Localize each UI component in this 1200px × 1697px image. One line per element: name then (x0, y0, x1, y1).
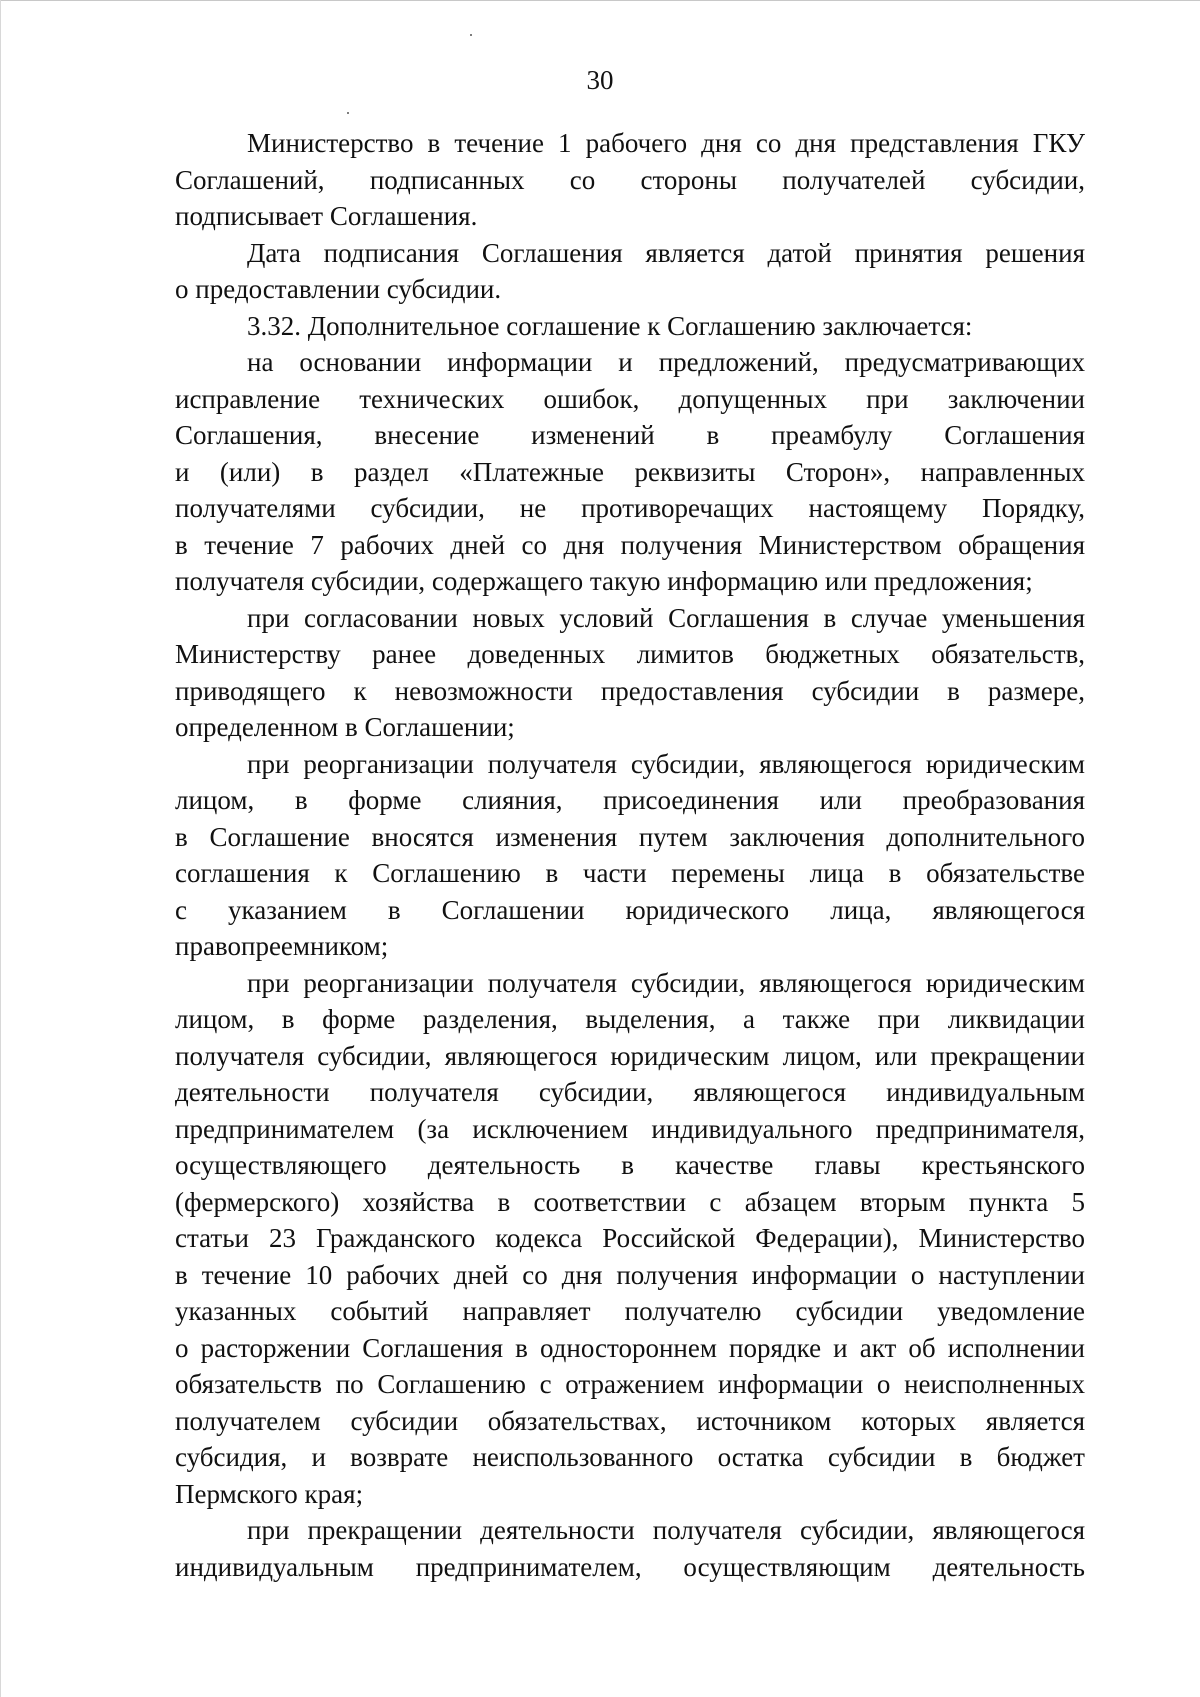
text-line: получателя субсидии, содержащего такую информацию или предложения; (175, 566, 1033, 596)
text-line: определенном в Соглашении; (175, 712, 515, 742)
text-line: на основании информации и предложений, предусматривающих (247, 347, 1085, 377)
paragraph (175, 235, 1085, 308)
text-line: соглашения к Соглашению в части перемены лица в обязательстве (175, 858, 1085, 888)
text-line: (фермерского) хозяйства в соответствии с абзацем вторым пункта 5 (175, 1186, 1085, 1217)
text-line: получателя субсидии, являющегося юридическим лицом, или прекращении (175, 1040, 1085, 1071)
paragraph (175, 1512, 1085, 1585)
paragraph (175, 125, 1085, 235)
text-line: лицом, в форме слияния, присоединения или преобразования (175, 785, 1085, 815)
text-line: при реорганизации получателя субсидии, являющегося юридическим (247, 967, 1085, 998)
text-line: Дата подписания Соглашения является датой принятия решения (247, 237, 1085, 268)
text-line: при согласовании новых условий Соглашения в случае уменьшения (247, 602, 1085, 633)
text-line: индивидуальным предпринимателем, осуществляющим деятельность (175, 1551, 1085, 1582)
text-line: при реорганизации получателя субсидии, являющегося юридическим (247, 748, 1085, 779)
text-line: предпринимателем (за исключением индивидуального предпринимателя, (175, 1113, 1085, 1144)
text-line: в Соглашение вносятся изменения путем заключения дополнительного (175, 821, 1085, 852)
text-line: Соглашений, подписанных со стороны получателей субсидии, (175, 164, 1085, 195)
page-number: 30 (586, 65, 614, 95)
scan-speck (470, 34, 472, 36)
text-line: лицом, в форме разделения, выделения, а также при ликвидации (175, 1004, 1085, 1034)
text-line: получателями субсидии, не противоречащих настоящему Порядку, (175, 493, 1085, 523)
paragraph (175, 600, 1085, 746)
text-line: в течение 7 рабочих дней со дня получения Министерством обращения (175, 529, 1085, 560)
scan-speck (347, 112, 349, 114)
text-line: деятельности получателя субсидии, являющегося индивидуальным (175, 1077, 1085, 1107)
text-line: Министерству ранее доведенных лимитов бюджетных обязательств, (175, 639, 1085, 669)
paragraph (175, 746, 1085, 965)
paragraph (175, 308, 1085, 345)
text-line: Пермского края; (175, 1478, 364, 1509)
text-line: при прекращении деятельности получателя субсидии, являющегося (247, 1515, 1085, 1545)
text-line: 3.32. Дополнительное соглашение к Соглашению заключается: (247, 310, 973, 341)
text-line: обязательств по Соглашению с отражением информации о неисполненных (175, 1369, 1085, 1399)
text-line: и (или) в раздел «Платежные реквизиты Сторон», направленных (175, 456, 1085, 487)
paragraph (175, 344, 1085, 600)
text-line: о предоставлении субсидии. (175, 274, 502, 304)
text-line: осуществляющего деятельность в качестве главы крестьянского (175, 1150, 1085, 1180)
text-line: получателем субсидии обязательствах, источником которых является (175, 1405, 1085, 1436)
text-line: статьи 23 Гражданского кодекса Российской Федерации), Министерство (175, 1223, 1085, 1253)
text-line: Министерство в течение 1 рабочего дня со дня представления ГКУ (247, 128, 1085, 158)
paragraph (175, 965, 1085, 1513)
text-line: в течение 10 рабочих дней со дня получения информации о наступлении (175, 1259, 1085, 1290)
text-line: о расторжении Соглашения в одностороннем порядке и акт об исполнении (175, 1332, 1085, 1363)
text-line: Соглашения, внесение изменений в преамбулу Соглашения (175, 420, 1085, 450)
text-line: правопреемником; (175, 931, 389, 961)
scan-edge-left (0, 0, 1, 1697)
scan-edge-top (0, 0, 1200, 1)
text-line: субсидия, и возврате неиспользованного остатка субсидии в бюджет (175, 1442, 1085, 1472)
text-line: указанных событий направляет получателю субсидии уведомление (175, 1296, 1085, 1326)
document-body (175, 125, 1085, 1585)
text-line: с указанием в Соглашении юридического лица, являющегося (175, 894, 1085, 925)
text-line: подписывает Соглашения. (175, 201, 478, 231)
text-line: приводящего к невозможности предоставления субсидии в размере, (175, 675, 1085, 706)
text-line: исправление технических ошибок, допущенных при заключении (175, 383, 1085, 414)
